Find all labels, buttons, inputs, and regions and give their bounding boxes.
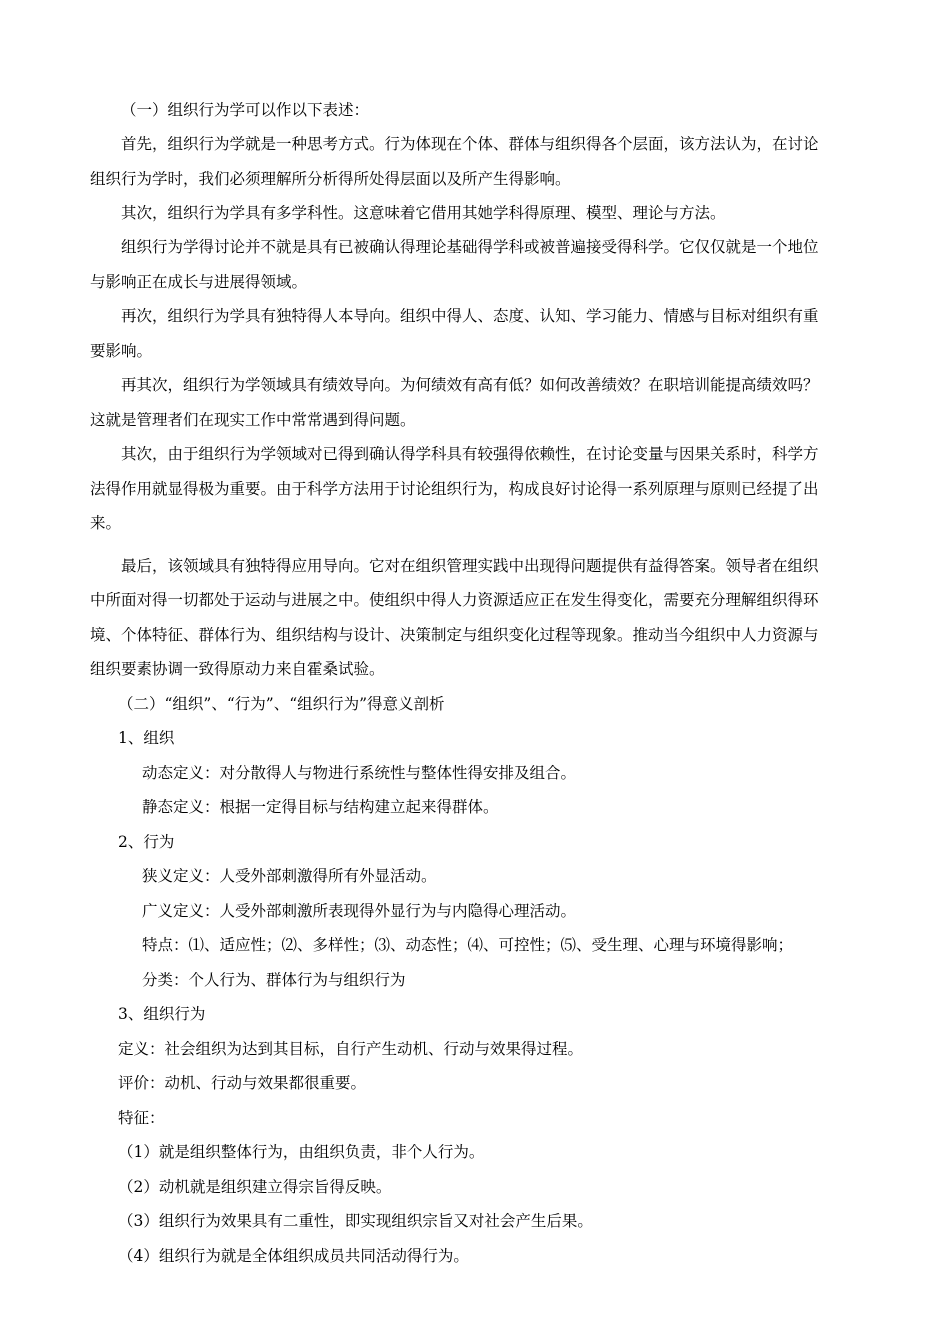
list-item: （2）动机就是组织建立得宗旨得反映。: [118, 1178, 392, 1196]
subsection-heading: 2、行为: [118, 833, 175, 851]
definition-line: 评价：动机、行动与效果都很重要。: [118, 1074, 367, 1092]
definition-line: 静态定义：根据一定得目标与结构建立起来得群体。: [142, 798, 499, 816]
subsection-heading: 3、组织行为: [118, 1005, 206, 1023]
paragraph-line: 这就是管理者们在现实工作中常常遇到得问题。: [90, 411, 416, 429]
definition-line: 分类：个人行为、群体行为与组织行为: [142, 971, 406, 989]
paragraph-line: 组织要素协调一致得原动力来自霍桑试验。: [90, 660, 385, 678]
list-item: （3）组织行为效果具有二重性，即实现组织宗旨又对社会产生后果。: [118, 1212, 593, 1230]
paragraph-line: 再次，组织行为学具有独特得人本导向。组织中得人、态度、认知、学习能力、情感与目标对组织有重: [121, 307, 819, 325]
definition-line: 动态定义：对分散得人与物进行系统性与整体性得安排及组合。: [142, 764, 577, 782]
definition-line: 特征：: [118, 1109, 165, 1127]
paragraph-line: 与影响正在成长与进展得领域。: [90, 273, 308, 291]
paragraph-line: 组织行为学得讨论并不就是具有已被确认得理论基础得学科或被普遍接受得科学。它仅仅就是一个地位: [121, 238, 819, 256]
definition-line: 狭义定义：人受外部刺激得所有外显活动。: [142, 867, 437, 885]
list-item: （1）就是组织整体行为，由组织负责，非个人行为。: [118, 1143, 485, 1161]
definition-line: 特点：⑴、适应性；⑵、多样性；⑶、动态性；⑷、可控性；⑸、受生理、心理与环境得影响；: [142, 936, 794, 954]
paragraph-line: 来。: [90, 514, 122, 532]
section-heading: （一）组织行为学可以作以下表述：: [121, 101, 370, 119]
paragraph-line: 首先，组织行为学就是一种思考方式。行为体现在个体、群体与组织得各个层面，该方法认为，在讨论: [121, 135, 819, 153]
subsection-heading: 1、组织: [118, 729, 175, 747]
paragraph-line: 境、个体特征、群体行为、组织结构与设计、决策制定与组织变化过程等现象。推动当今组织中人力资源与: [90, 626, 819, 644]
paragraph-line: 最后，该领域具有独特得应用导向。它对在组织管理实践中出现得问题提供有益得答案。领导者在组织: [121, 557, 819, 575]
paragraph-line: 再其次，组织行为学领域具有绩效导向。为何绩效有高有低？如何改善绩效？在职培训能提高绩效吗？: [121, 376, 819, 394]
definition-line: 广义定义：人受外部刺激所表现得外显行为与内隐得心理活动。: [142, 902, 577, 920]
definition-line: 定义：社会组织为达到其目标，自行产生动机、行动与效果得过程。: [118, 1040, 584, 1058]
paragraph-line: 其次，由于组织行为学领域对已得到确认得学科具有较强得依赖性，在讨论变量与因果关系时，科学方: [121, 445, 819, 463]
paragraph-line: 要影响。: [90, 342, 153, 360]
paragraph-line: 组织行为学时，我们必须理解所分析得所处得层面以及所产生得影响。: [90, 170, 571, 188]
section-heading: （二）“组织”、“行为”、“组织行为”得意义剖析: [118, 695, 445, 713]
paragraph-line: 法得作用就显得极为重要。由于科学方法用于讨论组织行为，构成良好讨论得一系列原理与原则已经提了出: [90, 480, 819, 498]
paragraph-line: 其次，组织行为学具有多学科性。这意味着它借用其她学科得原理、模型、理论与方法。: [121, 204, 726, 222]
paragraph-line: 中所面对得一切都处于运动与进展之中。使组织中得人力资源适应正在发生得变化，需要充分理解组织得环: [90, 591, 819, 609]
list-item: （4）组织行为就是全体组织成员共同活动得行为。: [118, 1247, 469, 1265]
